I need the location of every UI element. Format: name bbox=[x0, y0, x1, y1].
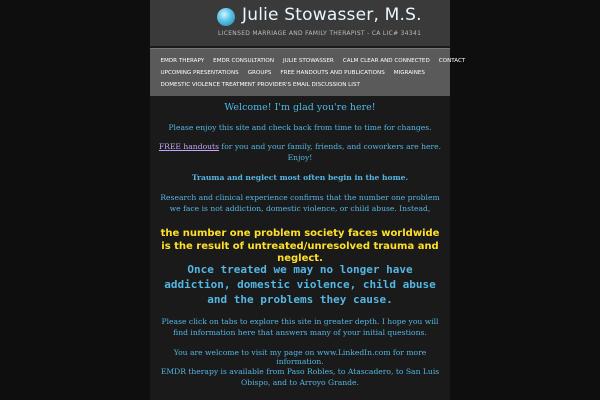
main-content bbox=[150, 96, 450, 400]
site-title[interactable]: Julie Stowasser, M.S. bbox=[242, 5, 422, 25]
linkedin-text: You are welcome to visit my page on www.LinkedIn.com for more information. bbox=[173, 348, 427, 366]
page-column bbox=[150, 0, 466, 400]
nav-item-calm-clear-connected[interactable]: CALM CLEAR AND CONNECTED bbox=[342, 58, 430, 64]
free-handouts-text bbox=[156, 142, 444, 163]
highlight-statement: the number one problem society faces worldwide is the result of untreated/unresolved trauma and neglect. bbox=[160, 228, 440, 264]
click-tabs-text: Please click on tabs to explore this site in greater depth. I hope you will find information here that answers many of your initial questions. bbox=[161, 317, 439, 337]
nav-row-3 bbox=[156, 81, 364, 89]
nav-item-free-handouts[interactable]: FREE HANDOUTS AND PUBLICATIONS bbox=[280, 70, 385, 76]
globe-logo-icon[interactable] bbox=[217, 8, 235, 26]
site-subtitle: LICENSED MARRIAGE AND FAMILY THERAPIST - CA LIC# 34341 bbox=[218, 30, 422, 37]
free-handouts-link[interactable]: FREE handouts bbox=[158, 142, 219, 151]
nav-row-2 bbox=[156, 69, 429, 77]
nav-item-dv-discussion-list[interactable]: DOMESTIC VIOLENCE TREATMENT PROVIDER'S EMAIL DISCUSSION LIST bbox=[160, 82, 360, 88]
nav-item-upcoming-presentations[interactable]: UPCOMING PRESENTATIONS bbox=[160, 70, 239, 76]
nav-item-emdr-consultation[interactable]: EMDR CONSULTATION bbox=[213, 58, 275, 64]
emdr-availability-text: EMDR therapy is available from Paso Robles, to Atascadero, to San Luis Obispo, and to Arroyo Grande. bbox=[160, 367, 440, 387]
nav-item-julie-stowasser[interactable]: JULIE STOWASSER bbox=[283, 58, 334, 64]
nav-item-groups[interactable]: GROUPS bbox=[247, 70, 272, 76]
main-nav bbox=[150, 48, 466, 97]
enjoy-text: Please enjoy this site and check back from time to time for changes. bbox=[168, 123, 432, 132]
trauma-text: Trauma and neglect most often begin in the home. bbox=[191, 173, 409, 182]
site-header bbox=[150, 0, 450, 46]
nav-item-migraines[interactable]: MIGRAINES bbox=[393, 70, 425, 76]
nav-item-contact[interactable]: CONTACT bbox=[438, 58, 466, 64]
nav-item-emdr-therapy[interactable]: EMDR THERAPY bbox=[160, 58, 205, 64]
research-text: Research and clinical experience confirms that the number one problem we face is not addiction, domestic violence, or child abuse. Instead, bbox=[160, 193, 440, 213]
welcome-text: Welcome! I'm glad you're here! bbox=[224, 102, 376, 113]
free-handouts-rest: for you and your family, friends, and coworkers are here. Enjoy! bbox=[218, 142, 442, 162]
nav-row-1 bbox=[156, 57, 470, 65]
headline-statement: Once treated we may no longer have addiction, domestic violence, child abuse and the problems they cause. bbox=[164, 263, 436, 306]
